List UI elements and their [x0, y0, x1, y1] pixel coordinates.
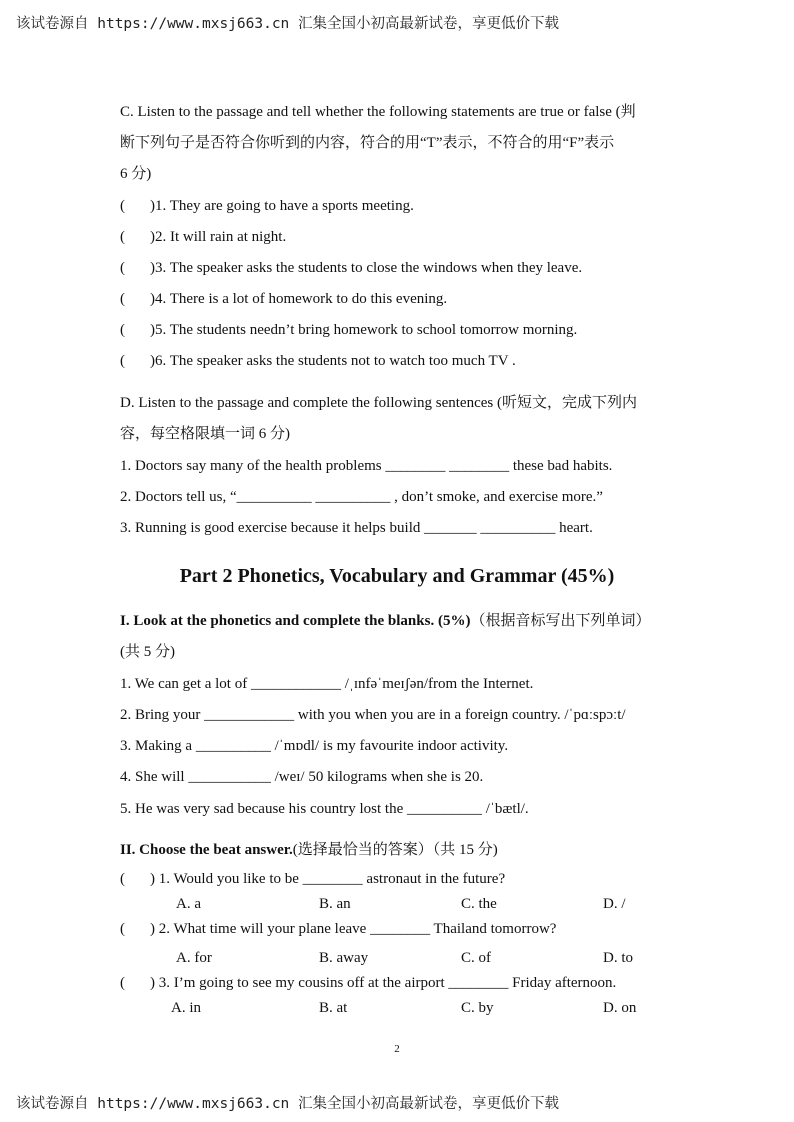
- option-d: D. on: [603, 1000, 637, 1016]
- section-ii-heading-en: II. Choose the beat answer.: [120, 842, 293, 858]
- section-i-item: 4. She will ___________ /weɪ/ 50 kilograms when she is 20.: [120, 769, 484, 785]
- statement-text: )4. There is a lot of homework to do this evening.: [150, 291, 448, 307]
- section-i-heading-cn: （根据音标写出下列单词）: [470, 613, 651, 629]
- source-banner-top: 该试卷源自 https://www.mxsj663.cn 汇集全国小初高最新试卷，享更低价下载: [16, 16, 560, 32]
- page-number: 2: [394, 1043, 400, 1055]
- section-c-item: [120, 228, 286, 246]
- answer-paren: (: [120, 921, 125, 937]
- option-a: A. a: [176, 896, 201, 912]
- section-i-heading-en: I. Look at the phonetics and complete the blanks. (5%): [120, 613, 471, 629]
- answer-paren: (: [120, 975, 125, 991]
- option-b: B. away: [319, 950, 369, 966]
- option-c: C. of: [461, 950, 491, 966]
- statement-text: )3. The speaker asks the students to close the windows when they leave.: [150, 260, 583, 276]
- answer-paren: (: [120, 198, 125, 214]
- option-c: C. the: [461, 896, 497, 912]
- answer-paren: (: [120, 871, 125, 887]
- question-stem: [120, 974, 616, 992]
- section-d-item: 2. Doctors tell us, “__________ __________ , don’t smoke, and exercise more.”: [120, 489, 603, 505]
- section-c-item: [120, 197, 414, 215]
- answer-paren: (: [120, 260, 125, 276]
- section-ii-heading-cn: (选择最恰当的答案）（共 15 分): [292, 842, 498, 858]
- answer-paren: (: [120, 229, 125, 245]
- option-d: D. to: [603, 950, 633, 966]
- section-d-item: 1. Doctors say many of the health problems ________ ________ these bad habits.: [120, 458, 613, 474]
- statement-text: )1. They are going to have a sports meeting.: [150, 198, 414, 214]
- section-c-instruction-line1: C. Listen to the passage and tell whether the following statements are true or false (判: [120, 104, 636, 120]
- section-c-item: [120, 259, 582, 277]
- section-c-item: [120, 290, 447, 308]
- statement-text: )2. It will rain at night.: [150, 229, 287, 245]
- section-i-item: 5. He was very sad because his country lost the __________ /ˈbætl/.: [120, 801, 529, 817]
- part2-title: Part 2 Phonetics, Vocabulary and Grammar (45%): [179, 565, 615, 587]
- option-a: A. for: [176, 950, 212, 966]
- section-i-item: 1. We can get a lot of ____________ /ˌɪnfəˈmeɪʃən/from the Internet.: [120, 676, 534, 692]
- option-d: D. /: [603, 896, 626, 912]
- section-d-instruction-line2: 容，每空格限填一词 6 分): [120, 426, 290, 442]
- source-banner-bottom: 该试卷源自 https://www.mxsj663.cn 汇集全国小初高最新试卷，享更低价下载: [16, 1096, 560, 1112]
- section-i-heading-line2: (共 5 分): [120, 644, 175, 660]
- question-stem: [120, 920, 556, 938]
- answer-paren: (: [120, 291, 125, 307]
- section-d-item: 3. Running is good exercise because it helps build _______ __________ heart.: [120, 520, 593, 536]
- section-c-instruction-line2: 断下列句子是否符合你听到的内容，符合的用“T”表示，不符合的用“F”表示: [120, 135, 615, 151]
- question-text: ) 3. I’m going to see my cousins off at the airport ________ Friday afternoon.: [150, 975, 617, 991]
- statement-text: )6. The speaker asks the students not to watch too much TV .: [150, 353, 516, 369]
- statement-text: )5. The students needn’t bring homework to school tomorrow morning.: [150, 322, 578, 338]
- question-stem: [120, 870, 505, 888]
- option-c: C. by: [461, 1000, 494, 1016]
- section-c-instruction-line3: 6 分): [120, 166, 152, 182]
- answer-paren: (: [120, 353, 125, 369]
- section-ii-heading: [120, 841, 498, 859]
- question-text: ) 2. What time will your plane leave ________ Thailand tomorrow?: [150, 921, 557, 937]
- section-c-item: [120, 321, 577, 339]
- option-b: B. an: [319, 896, 351, 912]
- section-i-heading: [120, 612, 650, 630]
- section-i-item: 2. Bring your ____________ with you when you are in a foreign country. /ˈpɑːspɔːt/: [120, 707, 626, 723]
- section-i-item: 3. Making a __________ /ˈmɒdl/ is my favourite indoor activity.: [120, 738, 509, 754]
- section-d-instruction-line1: D. Listen to the passage and complete the following sentences (听短文，完成下列内: [120, 395, 637, 411]
- option-a: A. in: [171, 1000, 201, 1016]
- section-c-item: [120, 352, 516, 370]
- option-b: B. at: [319, 1000, 348, 1016]
- answer-paren: (: [120, 322, 125, 338]
- question-text: ) 1. Would you like to be ________ astronaut in the future?: [150, 871, 506, 887]
